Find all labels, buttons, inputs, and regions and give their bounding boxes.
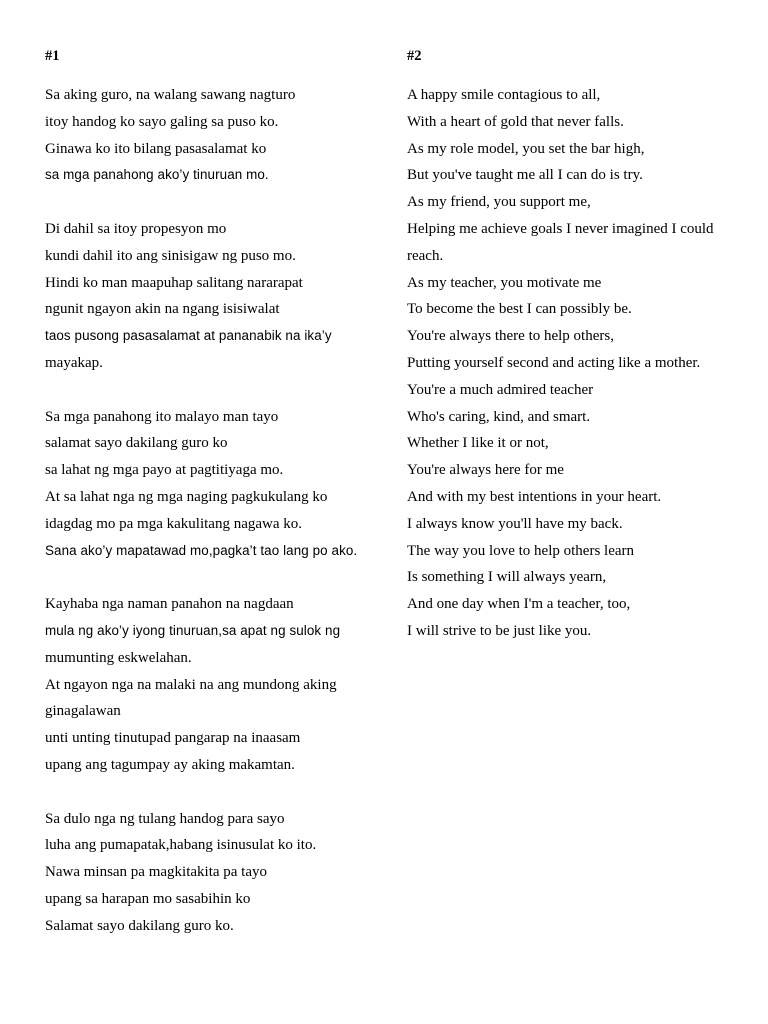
poem-line: salamat sayo dakilang guro ko: [45, 435, 228, 452]
poem-line: upang sa harapan mo sasabihin ko: [45, 890, 251, 907]
stanza-break: [45, 189, 375, 216]
poem-line: Di dahil sa itoy propesyon mo: [45, 220, 227, 237]
poem-line: You're a much admired teacher: [407, 381, 594, 398]
poem-2-column: [407, 43, 737, 645]
poem-line: itoy handog ko sayo galing sa puso ko.: [45, 113, 279, 130]
poem-line: unti unting tinutupad pangarap na inaasam: [45, 730, 301, 747]
poem-line: Putting yourself second and acting like a mother.: [407, 354, 701, 371]
poem-line: Ginawa ko ito bilang pasasalamat ko: [45, 140, 267, 157]
poem-line: I will strive to be just like you.: [407, 622, 592, 639]
poem-1-column: [45, 43, 375, 940]
poem-line: At sa lahat nga ng mga naging pagkukulang ko: [45, 488, 328, 505]
poem-line: ginagalawan: [45, 703, 121, 720]
poem-line: luha ang pumapatak,habang isinusulat ko ito.: [45, 837, 317, 854]
poem-2-heading: #2: [407, 48, 422, 64]
poem-line: With a heart of gold that never falls.: [407, 113, 624, 130]
poem-line: Is something I will always yearn,: [407, 569, 607, 586]
poem-line: Sana ako’y mapatawad mo,pagka’t tao lang po ako.: [45, 542, 358, 558]
poem-line: sa mga panahong ako’y tinuruan mo.: [45, 167, 269, 183]
poem-line: I always know you'll have my back.: [407, 515, 623, 532]
poem-line: mayakap.: [45, 354, 103, 371]
poem-line: sa lahat ng mga payo at pagtitiyaga mo.: [45, 462, 284, 479]
poem-line: Kayhaba nga naman panahon na nagdaan: [45, 596, 294, 613]
poem-1-heading: #1: [45, 48, 60, 64]
poem-line: Hindi ko man maapuhap salitang nararapat: [45, 274, 303, 291]
stanza-break: [45, 779, 375, 806]
poem-line: As my role model, you set the bar high,: [407, 140, 645, 157]
poem-line: And with my best intentions in your heart.: [407, 488, 662, 505]
poem-line: Whether I like it or not,: [407, 435, 549, 452]
poem-line: As my friend, you support me,: [407, 194, 591, 211]
poem-line: upang ang tagumpay ay aking makamtan.: [45, 756, 295, 773]
poem-line: ngunit ngayon akin na ngang isisiwalat: [45, 301, 280, 318]
poem-line: You're always there to help others,: [407, 328, 614, 345]
poem-line: And one day when I'm a teacher, too,: [407, 596, 631, 613]
poem-line: Salamat sayo dakilang guro ko.: [45, 917, 234, 934]
poem-line: At ngayon nga na malaki na ang mundong aking: [45, 676, 337, 693]
poem-line: Sa mga panahong ito malayo man tayo: [45, 408, 279, 425]
poem-line: kundi dahil ito ang sinisigaw ng puso mo.: [45, 247, 296, 264]
poem-line: Nawa minsan pa magkitakita pa tayo: [45, 864, 268, 881]
poem-1-lines: [45, 82, 375, 940]
poem-2-lines: [407, 82, 737, 645]
poem-line: Sa aking guro, na walang sawang nagturo: [45, 87, 296, 103]
poem-line: A happy smile contagious to all,: [407, 87, 601, 103]
poem-line: idagdag mo pa mga kakulitang nagawa ko.: [45, 515, 303, 532]
poem-line: reach.: [407, 247, 444, 264]
stanza-break: [45, 564, 375, 591]
poem-line: Who's caring, kind, and smart.: [407, 408, 591, 425]
poem-line: The way you love to help others learn: [407, 542, 635, 559]
poem-line: Helping me achieve goals I never imagined I could: [407, 220, 714, 237]
poem-line: mula ng ako’y iyong tinuruan,sa apat ng sulok ng: [45, 622, 341, 638]
poem-line: taos pusong pasasalamat at pananabik na ika’y: [45, 328, 332, 344]
poem-line: To become the best I can possibly be.: [407, 301, 632, 318]
poem-line: mumunting eskwelahan.: [45, 649, 192, 666]
poem-line: You're always here for me: [407, 462, 564, 479]
poem-line: But you've taught me all I can do is try.: [407, 167, 643, 184]
stanza-break: [45, 377, 375, 404]
poem-line: As my teacher, you motivate me: [407, 274, 602, 291]
poem-line: Sa dulo nga ng tulang handog para sayo: [45, 810, 285, 827]
